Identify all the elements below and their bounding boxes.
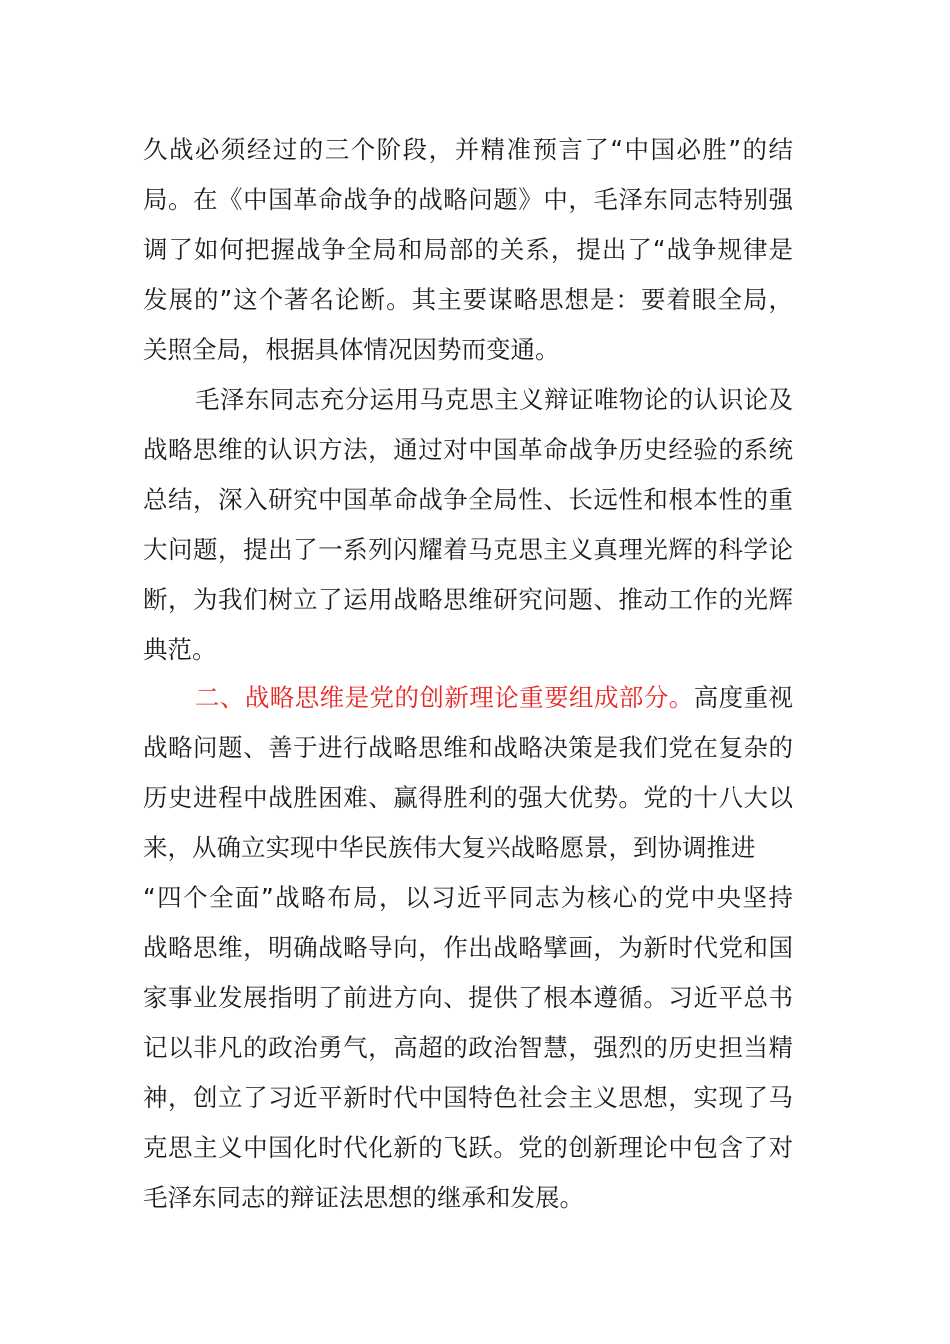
text-line: 历史进程中战胜困难、赢得胜利的强大优势。党的十八大以 — [143, 783, 793, 812]
text-line: 记以非凡的政治勇气，高超的政治智慧，强烈的历史担当精 — [143, 1033, 793, 1062]
heading-line — [195, 673, 793, 723]
text-line: 局。在《中国革命战争的战略问题》中，毛泽东同志特别强 — [143, 185, 793, 214]
section-heading: 二、战略思维是党的创新理论重要组成部分。 — [195, 683, 694, 712]
text-line: 大问题，提出了一系列闪耀着马克思主义真理光辉的科学论 — [143, 535, 793, 564]
heading-line-rest: 高度重视 — [693, 683, 794, 712]
text-line: 毛泽东同志的辩证法思想的继承和发展。 — [143, 1183, 584, 1212]
text-line: 战略问题、善于进行战略思维和战略决策是我们党在复杂的 — [143, 733, 793, 762]
text-line: 久战必须经过的三个阶段，并精准预言了“中国必胜”的结 — [143, 135, 793, 164]
text-line: 战略思维的认识方法，通过对中国革命战争历史经验的系统 — [143, 435, 793, 464]
text-line: 调了如何把握战争全局和局部的关系，提出了“战争规律是 — [143, 235, 793, 264]
text-line: 断，为我们树立了运用战略思维研究问题、推动工作的光辉 — [143, 585, 793, 614]
text-line: 毛泽东同志充分运用马克思主义辩证唯物论的认识论及 — [195, 385, 793, 414]
text-line: 来，从确立实现中华民族伟大复兴战略愿景，到协调推进 — [143, 833, 756, 862]
text-line: “四个全面”战略布局，以习近平同志为核心的党中央坚持 — [143, 883, 793, 912]
text-line: 家事业发展指明了前进方向、提供了根本遵循。习近平总书 — [143, 983, 793, 1012]
text-line: 典范。 — [143, 635, 217, 664]
text-line: 克思主义中国化时代化新的飞跃。党的创新理论中包含了对 — [143, 1133, 793, 1162]
text-line: 神，创立了习近平新时代中国特色社会主义思想，实现了马 — [143, 1083, 793, 1112]
text-line: 战略思维，明确战略导向，作出战略擘画，为新时代党和国 — [143, 933, 793, 962]
text-line: 关照全局，根据具体情况因势而变通。 — [143, 335, 560, 364]
text-line: 发展的”这个著名论断。其主要谋略思想是：要着眼全局， — [143, 285, 793, 314]
text-line: 总结，深入研究中国革命战争全局性、长远性和根本性的重 — [143, 485, 793, 514]
